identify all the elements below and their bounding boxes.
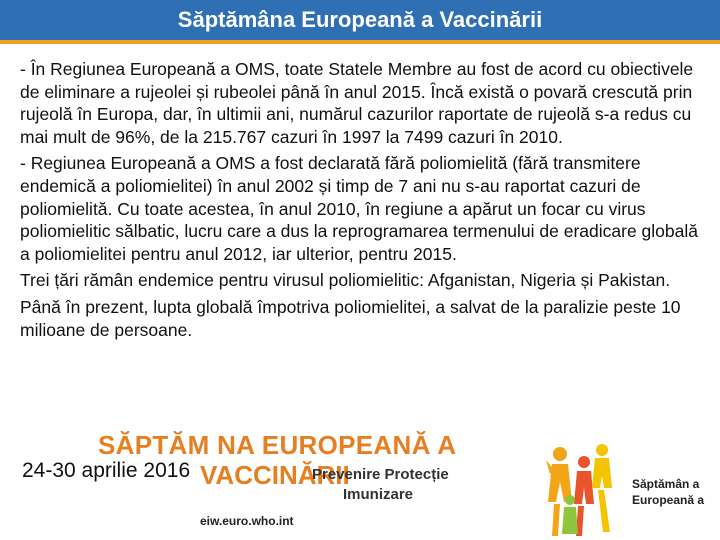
slide-title: Săptămâna Europeană a Vaccinării — [177, 7, 543, 32]
title-underline — [0, 40, 720, 44]
campaign-logo-icon — [540, 440, 614, 540]
campaign-title-line2: VACCINĂRII — [200, 460, 350, 490]
campaign-website: eiw.euro.who.int — [200, 514, 294, 528]
campaign-tagline-immunization: Imunizare — [343, 486, 414, 503]
paragraph-polio-region: - Regiunea Europeană a OMS a fost declarată fără poliomielită (fără transmitere endemică a poliomielitei) în anul 2002 și timp de 7 ani nu s-au raportat cazuri de poliomielită. Cu toate acestea, în anul 2010, în regiune a apărut un focar cu virus poliomielitic sălbatic, lucru care a dus la reprogramarea termenului de eradicare globală a poliomielitei pentru anul 2012, iar ulterior, pentru 2015. — [20, 153, 698, 264]
campaign-tagline-prevention: Prevenire Protecție — [312, 466, 449, 483]
logo-figure-yellow — [592, 444, 612, 532]
paragraph-measles: - În Regiunea Europeană a OMS, toate Statele Membre au fost de acord cu obiectivele de eliminare a rujeolei și rubeolei până în anul 2015. Încă există o povară crescută prin rujeolă în Europa, dar, în ultimii ani, numărul cazurilor raportate de rujeolă s-a redus cu mai mult de 96%, de la 215.767 cazuri în 1997 la 7499 cazuri în 2010. — [20, 59, 694, 147]
paragraph-global-fight: Până în prezent, lupta globală împotriva poliomielitei, a salvat de la paralizie peste 10 milioane de persoane. — [20, 296, 681, 340]
slide-title-bar — [0, 0, 720, 44]
campaign-dates: 24-30 aprilie 2016 — [22, 459, 191, 482]
slide-body — [20, 58, 700, 345]
campaign-title-line1: SĂPTĂM NA EUROPEANĂ A — [98, 430, 457, 460]
campaign-footer — [0, 428, 720, 540]
paragraph-endemic-countries: Trei țări rămân endemice pentru virusul poliomielitic: Afganistan, Nigeria și Pakistan. — [20, 270, 671, 291]
logo-side-label: Săptămân a Europeană a — [632, 477, 705, 507]
